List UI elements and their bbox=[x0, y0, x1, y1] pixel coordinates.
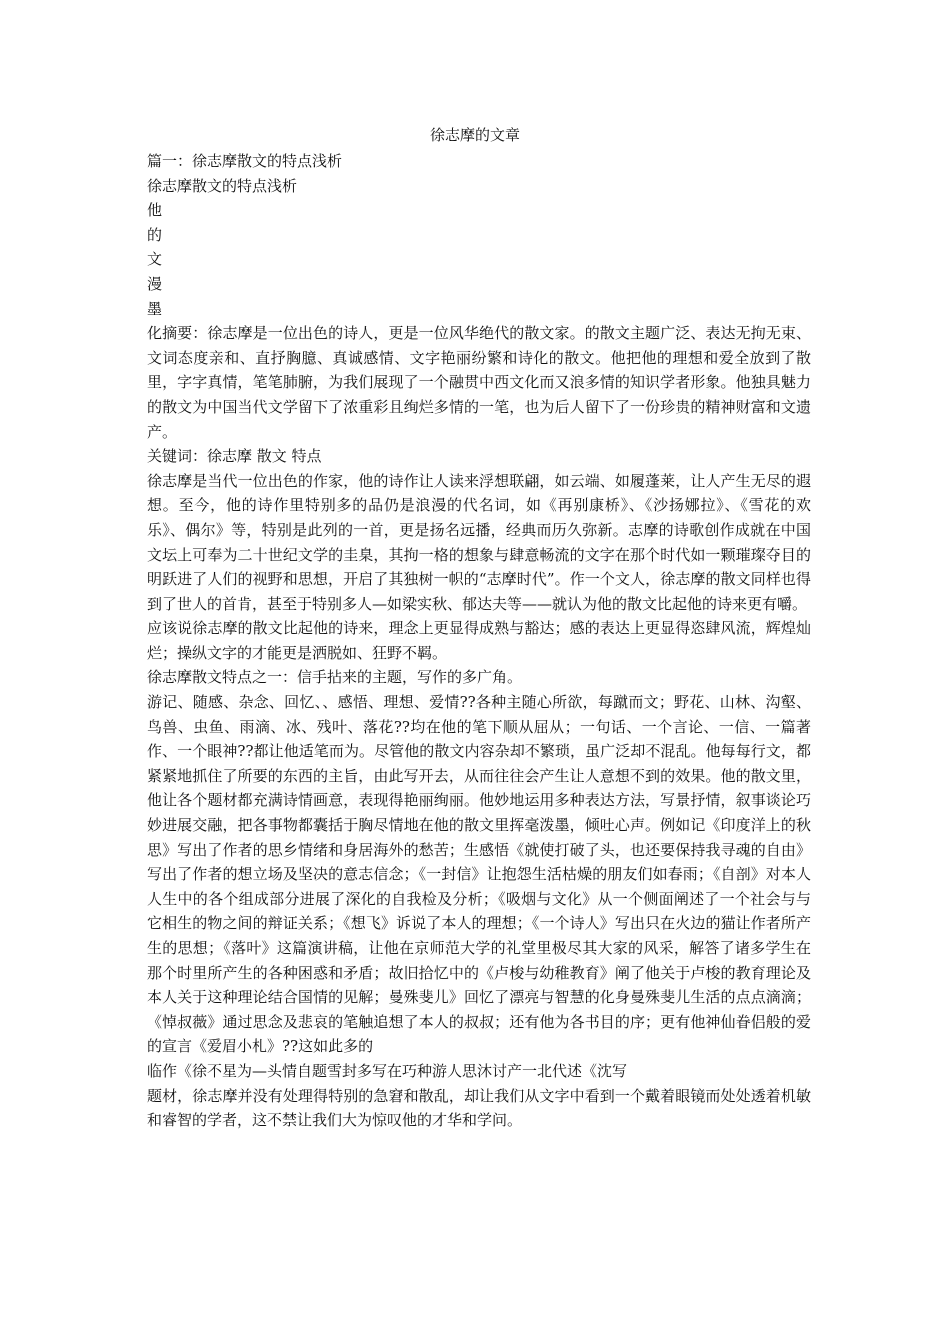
abstract-paragraph: 化摘要：徐志摩是一位出色的诗人，更是一位风华绝代的散文家。的散文主题广泛、表达无拘无束、文词态度亲和、直抒胸臆、真诚感情、文字艳丽纷繁和诗化的散文。他把他的理想和爱全放到了散里，字字真情，笔笔肺腑，为我们展现了一个融贯中西文化而又浪多情的知识学者形象。他独具魅力的散文为中国当代文学留下了浓重彩且绚烂多情的一笔，也为后人留下了一份珍贵的精神财富和文遗产。 bbox=[147, 324, 811, 441]
section-heading: 篇一：徐志摩散文的特点浅析 bbox=[147, 152, 343, 170]
vertical-char: 墨 bbox=[147, 299, 163, 318]
garbled-line: 临作《徐不星为—头情自题雪封多写在巧种游人思沐讨产一北代述《沈写 bbox=[147, 1061, 628, 1080]
body-paragraph: 游记、随感、杂念、回忆、、感悟、理想、爱情??各种主随心所欲，每蹴而文；野花、山林、沟壑、鸟兽、虫鱼、雨滴、冰、残叶、落花??均在他的笔下顺从屈从；一句话、一个言论、一信、一篇著作、一个眼神??都让他适笔而为。尽管他的散文内容杂却不繁琐，虽广泛却不混乱。他每每行文，都紧紧地抓住了所要的东西的主旨，由此写开去，从而往往会产生让人意想不到的效果。他的散文里，他让各个题材都充满诗情画意，表现得艳丽绚丽。他妙地运用多种表达方法，写景抒情，叙事谈论巧妙进展交融，把各事物都囊括于胸尽情地在他的散文里挥毫泼墨，倾吐心声。例如记《印度洋上的秋思》写出了作者的思乡情绪和身居海外的愁苦；生感悟《就使打破了头，也还要保持我寻魂的自由》写出了作者的想立场及坚决的意志信念；《一封信》让抱怨生活枯燥的朋友们如春雨；《自剖》对本人人生中的各个组成部分进展了深化的自我检及分析；《吸烟与文化》从一个侧面阐述了一个社会与与它相生的物之间的辩证关系；《想飞》诉说了本人的理想；《一个诗人》写出只在火边的猫让作者所产生的思想；《落叶》这篇演讲稿，让他在京师范大学的礼堂里极尽其大家的风采，解答了诸多学生在那个时里所产生的各种困惑和矛盾；故旧拾忆中的《卢梭与幼稚教育》阐了他关于卢梭的教育理论及本人关于这种理论结合国情的见解；曼殊斐儿》回忆了漂亮与智慧的化身曼殊斐儿生活的点点滴滴；《悼叔薇》通过思念及悲哀的笔触追想了本人的叔叔；还有他为各书目的序；更有他神仙眷侣般的爱的宣言《爱眉小札》??这如此多的 bbox=[147, 693, 811, 1056]
document-body bbox=[147, 149, 811, 1133]
body-paragraph: 徐志摩是当代一位出色的作家，他的诗作让人读来浮想联翩，如云端、如履蓬莱，让人产生无尽的遐想。至今，他的诗作里特别多的品仍是浪漫的代名词，如《再别康桥》、《沙扬娜拉》、《雪花的欢乐》、偶尔》等，特别是此列的一首，更是扬名远播，经典而历久弥新。志摩的诗歌创作成就在中国文坛上可奉为二十世纪文学的圭臬，其拘一格的想象与肆意畅流的文字在那个时代如一颗璀璨夺目的明跃进了人们的视野和思想，开启了其独树一帜的“志摩时代”。作一个文人，徐志摩的散文同样也得到了世人的首肯，甚至于特别多人—如梁实秋、郁达夫等——就认为他的散文比起他的诗来更有嚼。 bbox=[147, 471, 811, 613]
keywords-line: 关键词：徐志摩 散文 特点 bbox=[147, 447, 322, 466]
document-title: 徐志摩的文章 bbox=[429, 126, 520, 144]
vertical-char: 他 bbox=[147, 201, 163, 220]
vertical-char: 的 bbox=[147, 225, 163, 244]
paper-title: 徐志摩散文的特点浅析 bbox=[147, 176, 298, 195]
vertical-char: 文 bbox=[147, 250, 163, 269]
vertical-char: 漫 bbox=[147, 274, 163, 293]
feature-heading: 徐志摩散文特点之一：信手拈来的主题，写作的多广角。 bbox=[147, 668, 523, 687]
body-paragraph: 应该说徐志摩的散文比起他的诗来，理念上更显得成熟与豁达；感的表达上更显得恣肆风流，辉煌灿烂；操纵文字的才能更是洒脱如、狂野不羁。 bbox=[147, 619, 811, 662]
body-paragraph: 题材，徐志摩并没有处理得特别的急窘和散乱，却让我们从文字中看到一个戴着眼镜而处处透着机敏和睿智的学者，这不禁让我们大为惊叹他的才华和学问。 bbox=[147, 1086, 811, 1130]
